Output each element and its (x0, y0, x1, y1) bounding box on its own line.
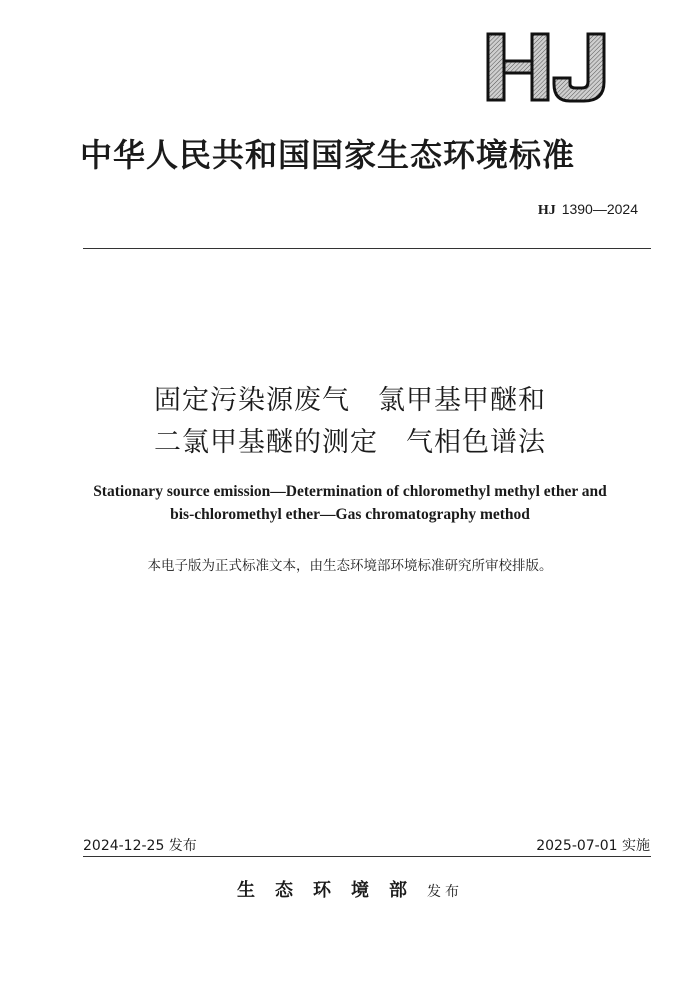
hj-logo-icon (484, 30, 614, 105)
top-divider (83, 248, 651, 249)
standard-code-number: 1390—2024 (561, 201, 638, 217)
bottom-divider (83, 856, 651, 857)
publisher (0, 876, 700, 902)
implement-date: 2025-07-01 实施 (536, 838, 650, 854)
title-en-line2: bis-chloromethyl ether—Gas chromatography method (170, 506, 530, 523)
issue-date: 2024-12-25 发布 (83, 838, 197, 854)
publisher-label: 发布 (427, 884, 463, 900)
org-title: 中华人民共和国国家生态环境标准 (80, 136, 576, 174)
standard-code-prefix: HJ (537, 203, 556, 218)
standard-code (538, 201, 638, 219)
title-cn-line2: 二氯甲基醚的测定 气相色谱法 (154, 427, 546, 458)
title-cn-line1: 固定污染源废气 氯甲基甲醚和 (154, 385, 546, 416)
title-en-line1: Stationary source emission—Determination of chloromethyl methyl ether and (93, 483, 607, 500)
electronic-version-note: 本电子版为正式标准文本，由生态环境部环境标准研究所审校排版。 (147, 558, 553, 574)
publisher-ministry: 生态环境部 (237, 880, 427, 901)
